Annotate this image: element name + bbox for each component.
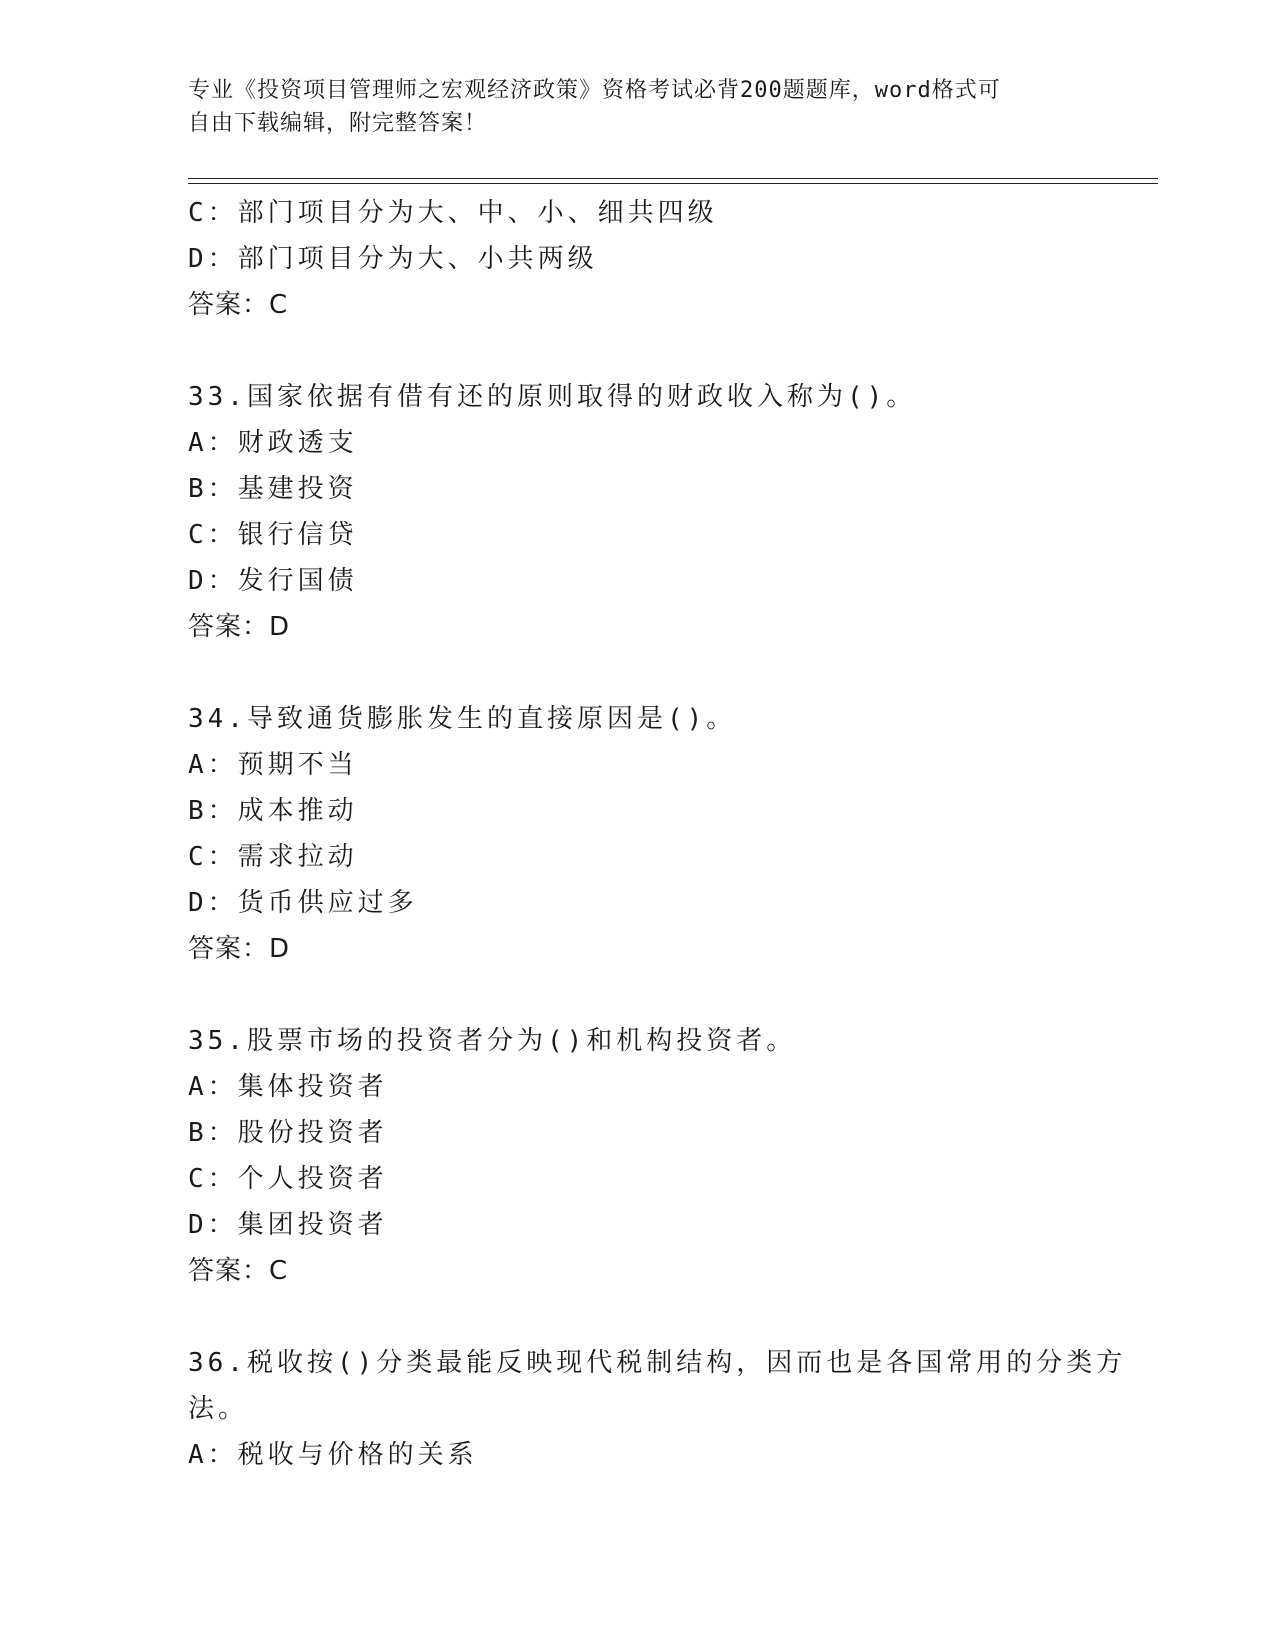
option-a: A：集体投资者 bbox=[188, 1072, 388, 1102]
answer-text: 答案：C bbox=[188, 1256, 289, 1286]
question-continued bbox=[188, 190, 1088, 328]
option-a: A：财政透支 bbox=[188, 428, 358, 458]
option-a: A：预期不当 bbox=[188, 750, 358, 780]
option-c: C：个人投资者 bbox=[188, 1164, 388, 1194]
answer-text: 答案：C bbox=[188, 290, 289, 320]
option-c: C：需求拉动 bbox=[188, 842, 358, 872]
spacer bbox=[188, 650, 1088, 696]
question-34 bbox=[188, 696, 1088, 972]
question-stem: 33.国家依据有借有还的原则取得的财政收入称为()。 bbox=[188, 382, 917, 412]
question-stem: 35.股票市场的投资者分为()和机构投资者。 bbox=[188, 1026, 797, 1056]
header-divider-bottom bbox=[188, 183, 1158, 184]
spacer bbox=[188, 1294, 1088, 1340]
question-stem: 34.导致通货膨胀发生的直接原因是()。 bbox=[188, 704, 737, 734]
answer-text: 答案：D bbox=[188, 934, 291, 964]
option-b: B：基建投资 bbox=[188, 474, 358, 504]
option-b: B：股份投资者 bbox=[188, 1118, 388, 1148]
spacer bbox=[188, 972, 1088, 1018]
answer-text: 答案：D bbox=[188, 612, 291, 642]
document-header bbox=[188, 74, 1088, 140]
header-line-1: 专业《投资项目管理师之宏观经济政策》资格考试必背200题题库，word格式可 bbox=[188, 78, 1001, 103]
question-33 bbox=[188, 374, 1088, 650]
spacer bbox=[188, 328, 1088, 374]
option-d: D：发行国债 bbox=[188, 566, 358, 596]
header-divider-top bbox=[188, 178, 1158, 179]
question-stem-line-2: 法。 bbox=[188, 1394, 249, 1424]
question-35 bbox=[188, 1018, 1088, 1294]
option-d: D：部门项目分为大、小共两级 bbox=[188, 244, 598, 274]
option-c: C：部门项目分为大、中、小、细共四级 bbox=[188, 198, 718, 228]
option-d: D：货币供应过多 bbox=[188, 888, 418, 918]
option-c: C：银行信贷 bbox=[188, 520, 358, 550]
question-stem-line-1: 36.税收按()分类最能反映现代税制结构，因而也是各国常用的分类方 bbox=[188, 1348, 1127, 1378]
question-36 bbox=[188, 1340, 1127, 1478]
question-list bbox=[188, 190, 1127, 1478]
option-b: B：成本推动 bbox=[188, 796, 358, 826]
option-d: D：集团投资者 bbox=[188, 1210, 388, 1240]
option-a: A：税收与价格的关系 bbox=[188, 1440, 478, 1470]
header-line-2: 自由下载编辑，附完整答案！ bbox=[188, 111, 488, 136]
